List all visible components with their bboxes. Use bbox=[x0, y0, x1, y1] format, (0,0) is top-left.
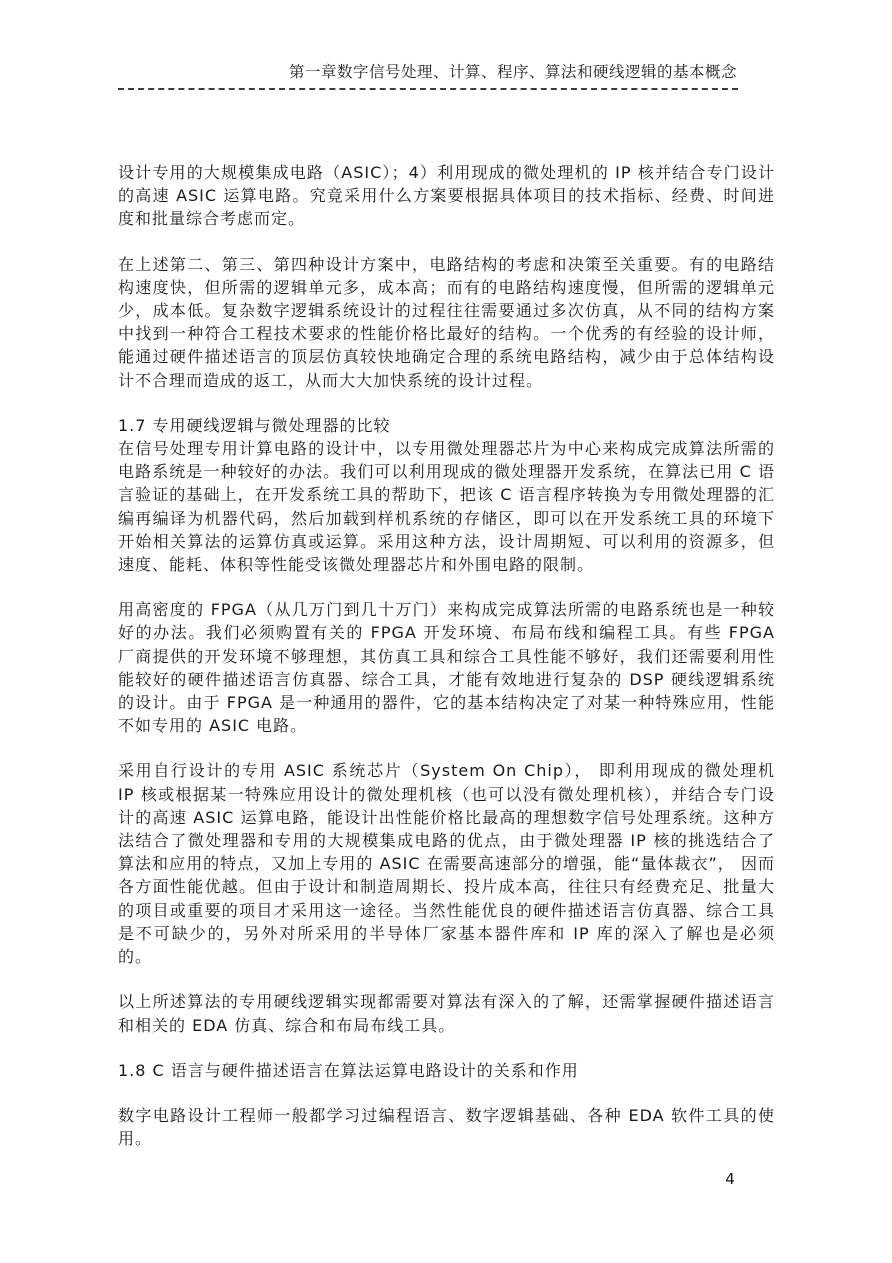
paragraph-asic-intro: 设计专用的大规模集成电路（ASIC）；4）利用现成的微处理机的 IP 核并结合专门设计的高速 ASIC 运算电路。究竟采用什么方案要根据具体项目的技术指标、经费、时间进度和批量综合考虑而定。 bbox=[118, 163, 775, 229]
paragraph-soc-asic: 采用自行设计的专用 ASIC 系统芯片（System On Chip）， 即利用现成的微处理机 IP 核或根据某一特殊应用设计的微处理机核（也可以没有微处理机核），并结合专门设计的高速 ASIC 运算电路，能设计出性能价格比最高的理想数字信号处理系统。这种方法结合了微处理器和专用的大规模集成电路的优点，由于微处理器 IP 核的挑选结合了算法和应用的特点，又加上专用的 ASIC 在需要高速部分的增强，能“量体裁衣”， 因而各方面性能优越。但由于设计和制造周期长、投片成本高，往往只有经费充足、批量大的项目或重要的项目才采用这一途径。当然性能优良的硬件描述语言仿真器、综合工具是不可缺少的，另外对所采用的半导体厂家基本器件库和 IP 库的深入了解也是必须的。 bbox=[118, 761, 775, 967]
document-body bbox=[118, 161, 775, 1172]
header-dashed-divider bbox=[118, 88, 738, 90]
paragraph-microprocessor: 在信号处理专用计算电路的设计中，以专用微处理器芯片为中心来构成完成算法所需的电路系统是一种较好的办法。我们可以利用现成的微处理器开发系统，在算法已用 C 语言验证的基础上，在开发系统工具的帮助下，把该 C 语言程序转换为专用微处理器的汇编再编译为机器代码，然后加载到样机系统的存储区，即可以在开发系统工具的环境下开始相关算法的运算仿真或运算。采用这种方法，设计周期短、可以利用的资源多，但速度、能耗、体积等性能受该微处理器芯片和外围电路的限制。 bbox=[118, 439, 775, 575]
page-number: 4 bbox=[725, 1170, 735, 1188]
paragraph-fpga: 用高密度的 FPGA（从几万门到几十万门）来构成完成算法所需的电路系统也是一种较好的办法。我们必须购置有关的 FPGA 开发环境、布局布线和编程工具。有些 FPGA 厂商提供的开发环境不够理想，其仿真工具和综合工具性能不够好，我们还需要利用性能较好的硬件描述语言仿真器、综合工具，才能有效地进行复杂的 DSP 硬线逻辑系统的设计。由于 FPGA 是一种通用的器件，它的基本结构决定了对某一种特殊应用，性能不如专用的 ASIC 电路。 bbox=[118, 600, 775, 736]
section-heading-1-7: 1.7 专用硬线逻辑与微处理器的比较 bbox=[118, 415, 391, 435]
section-heading-1-8: 1.8 C 语言与硬件描述语言在算法运算电路设计的关系和作用 bbox=[118, 1060, 579, 1080]
paragraph-design-scheme: 在上述第二、第三、第四种设计方案中，电路结构的考虑和决策至关重要。有的电路结构速度快，但所需的逻辑单元多，成本高；而有的电路结构速度慢，但所需的逻辑单元少，成本低。复杂数字逻辑系统设计的过程往往需要通过多次仿真，从不同的结构方案中找到一种符合工程技术要求的性能价格比最好的结构。一个优秀的有经验的设计师，能通过硬件描述语言的顶层仿真较快地确定合理的系统电路结构，减少由于总体结构设计不合理而造成的返工，从而大大加快系统的设计过程。 bbox=[118, 254, 775, 390]
page-header-title: 第一章数字信号处理、计算、程序、算法和硬线逻辑的基本概念 bbox=[288, 63, 737, 81]
paragraph-engineer-skills: 数字电路设计工程师一般都学习过编程语言、数字逻辑基础、各种 EDA 软件工具的使用。 bbox=[118, 1105, 775, 1149]
paragraph-summary-hdl: 以上所述算法的专用硬线逻辑实现都需要对算法有深入的了解，还需掌握硬件描述语言和相关的 EDA 仿真、综合和布局布线工具。 bbox=[118, 992, 775, 1035]
